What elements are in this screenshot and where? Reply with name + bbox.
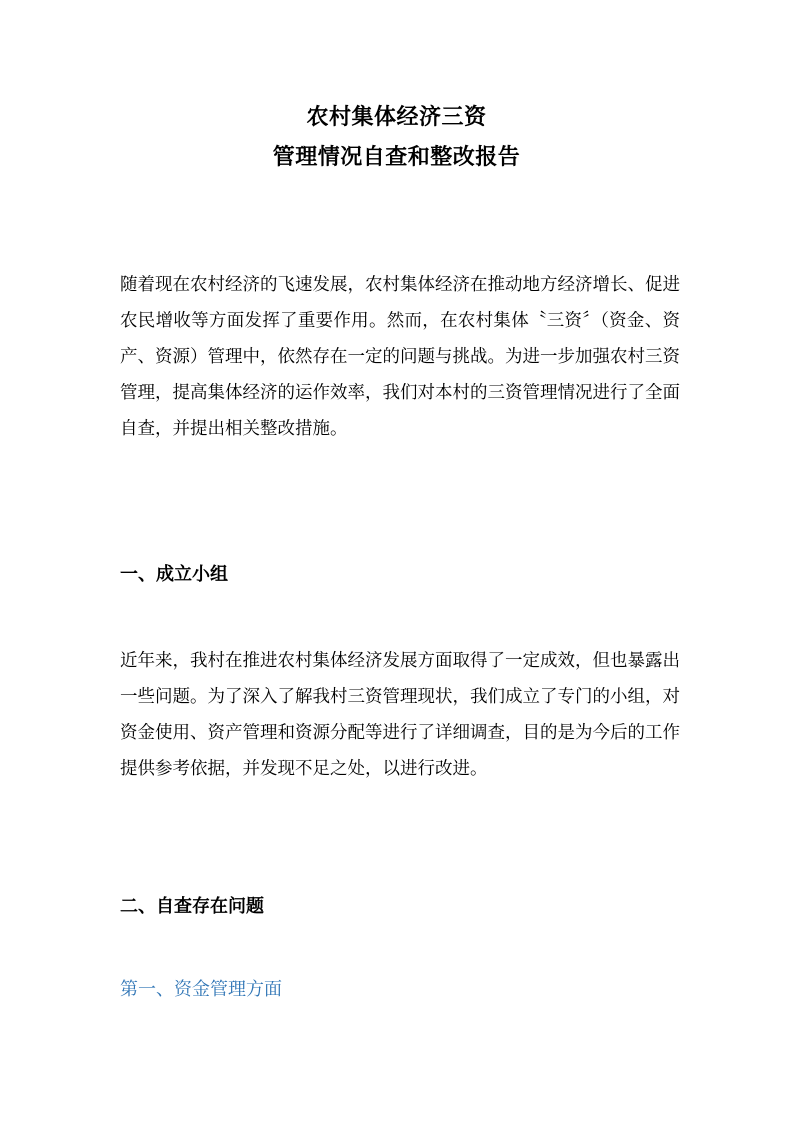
intro-paragraph: 随着现在农村经济的飞速发展，农村集体经济在推动地方经济增长、促进农民增收等方面发挥了重要作用。然而，在农村集体〝三资〞（资金、资产、资源）管理中，依然存在一定的问题与挑战。为进一步加强农村三资管理，提高集体经济的运作效率，我们对本村的三资管理情况进行了全面自查，并提出相关整改措施。 (120, 275, 680, 439)
section-2-subheading-1: 第一、资金管理方面 (120, 979, 282, 1000)
title-line-2: 管理情况自查和整改报告 (272, 145, 521, 170)
title-line-1: 农村集体经济三资 (306, 105, 487, 130)
document-title (0, 98, 793, 178)
section-heading-1: 一、成立小组 (120, 564, 228, 585)
section-heading-2: 二、自查存在问题 (120, 896, 264, 917)
section-1-paragraph: 近年来，我村在推进农村集体经济发展方面取得了一定成效，但也暴露出一些问题。为了深入了解我村三资管理现状，我们成立了专门的小组，对资金使用、资产管理和资源分配等进行了详细调查，目的是为今后的工作提供参考依据，并发现不足之处，以进行改进。 (120, 651, 680, 779)
